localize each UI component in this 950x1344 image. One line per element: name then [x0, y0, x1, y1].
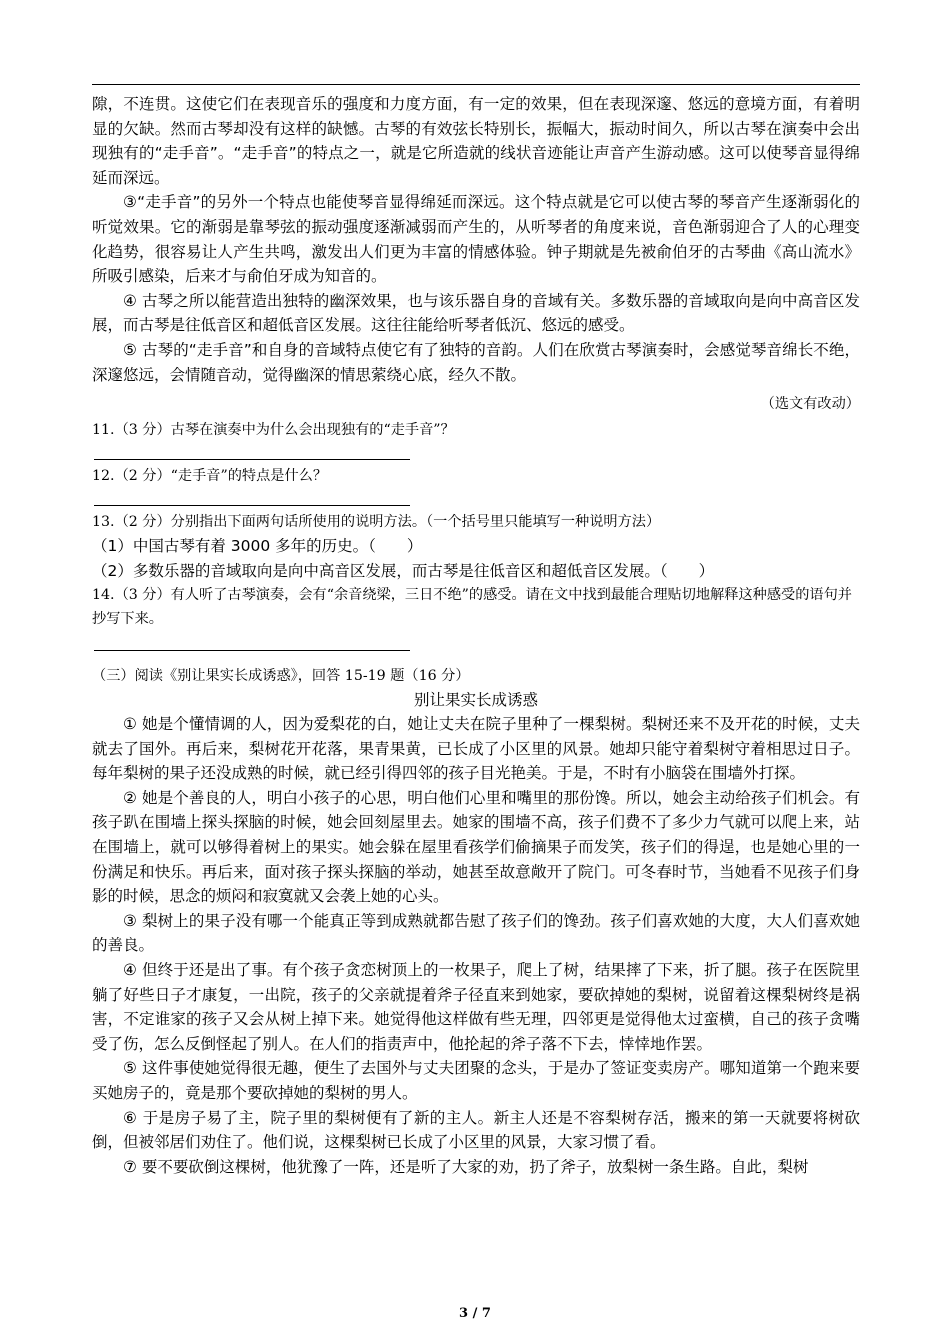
- question-block: [92, 418, 860, 651]
- article-paragraph-6: ⑥ 于是房子易了主，院子里的梨树便有了新的主人。新主人还是不容梨树存活，搬来的第一天就要将树砍倒，但被邻居们劝住了。他们说，这棵梨树已长成了小区里的风景，大家习惯了看。: [92, 1108, 860, 1152]
- question-13-item-2: （2）多数乐器的音域取向是向中高音区发展，而古琴是往低音区和超低音区发展。（ ）: [92, 561, 715, 580]
- article-paragraph-1: ① 她是个懂情调的人，因为爱梨花的白，她让丈夫在院子里种了一棵梨树。梨树还来不及开花的时候，丈夫就去了国外。再后来，梨树花开花落，果青果黄，已长成了小区里的风景。她却只能守着梨树守着相思过日子。每年梨树的果子还没成熟的时候，就已经引得四邻的孩子目光艳美。于是，不时有小脑袋在围墙外打探。: [92, 715, 860, 783]
- paragraph-cont: 隙，不连贯。这使它们在表现音乐的强度和力度方面，有一定的效果，但在表现深邃、悠远的意境方面，有着明显的欠缺。然而古琴却没有这样的缺憾。古琴的有效弦长特别长，振幅大，振动时间久，所以古琴在演奏中会出现独有的“走手音”。“走手音”的特点之一，就是它所造就的线状音迹能让声音产生游动感。这可以使琴音显得绵延而深远。: [92, 95, 860, 187]
- question-12: 12.（2 分）“走手音”的特点是什么？: [92, 468, 328, 484]
- paragraph-3: ③“走手音”的另外一个特点也能使琴音显得绵延而深远。这个特点就是它可以使古琴的琴音产生逐渐弱化的听觉效果。它的渐弱是靠琴弦的振动强度逐渐减弱而产生的，从听琴者的角度来说，音色渐弱迎合了人的心理变化趋势，很容易让人产生共鸣，激发出人们更为丰富的情感体验。钟子期就是先被俞伯牙的古琴曲《高山流水》所吸引感染，后来才与俞伯牙成为知音的。: [92, 193, 860, 286]
- answer-line-14[interactable]: [94, 650, 410, 651]
- passage-continuation: [92, 92, 860, 387]
- paragraph-4: ④ 古琴之所以能营造出独特的幽深效果，也与该乐器自身的音域有关。多数乐器的音域取向是向中高音区发展，而古琴是往低音区和超低音区发展。这往往能给听琴者低沉、悠远的感受。: [92, 291, 860, 335]
- article-paragraph-7: ⑦ 要不要砍倒这棵树，他犹豫了一阵，还是听了大家的劝，扔了斧子，放梨树一条生路。自此，梨树: [123, 1157, 809, 1176]
- article-title: 别让果实长成诱惑: [413, 691, 538, 709]
- question-11: 11.（3 分）古琴在演奏中为什么会出现独有的“走手音”？: [92, 422, 455, 438]
- answer-line-11[interactable]: [94, 459, 410, 460]
- article-paragraph-3: ③ 梨树上的果子没有哪一个能真正等到成熟就都告慰了孩子们的馋劲。孩子们喜欢她的大度，大人们喜欢她的善良。: [92, 911, 860, 955]
- source-note: （选文有改动）: [760, 396, 860, 412]
- header-rule: [92, 84, 860, 85]
- page-number: 3 / 7: [459, 1306, 491, 1321]
- question-14: 14.（3 分）有人听了古琴演奏，会有“余音绕梁，三日不绝”的感受。请在文中找到最能合理贴切地解释这种感受的语句并抄写下来。: [92, 587, 852, 628]
- answer-line-12[interactable]: [94, 505, 410, 506]
- question-13: 13.（2 分）分别指出下面两句话所使用的说明方法。（一个括号里只能填写一种说明方法）: [92, 514, 661, 530]
- paragraph-5: ⑤ 古琴的“走手音”和自身的音域特点使它有了独特的音韵。人们在欣赏古琴演奏时，会感觉琴音绵长不绝，深邃悠远，会情随音动，觉得幽深的情思萦绕心底，经久不散。: [92, 340, 860, 384]
- section-3-heading: （三）阅读《别让果实长成诱惑》，回答 15-19 题（16 分）: [92, 668, 470, 684]
- question-13-item-1: （1）中国古琴有着 3000 多年的历史。（ ）: [92, 537, 423, 555]
- article-paragraph-5: ⑤ 这件事使她觉得很无趣，便生了去国外与丈夫团聚的念头，于是办了签证变卖房产。哪知道第一个跑来要买她房子的，竟是那个要砍掉她的梨树的男人。: [92, 1059, 860, 1102]
- article-paragraph-2: ② 她是个善良的人，明白小孩子的心思，明白他们心里和嘴里的那份馋。所以，她会主动给孩子们机会。有孩子趴在围墙上探头探脑的时候，她会回刻屋里去。她家的围墙不高，孩子们费不了多少力气就可以爬上来，站在围墙上，就可以够得着树上的果实。她会躲在屋里看孩学们偷摘果子而发笑，孩子们的得逞，也是她心里的一份满足和快乐。再后来，面对孩子探头探脑的举动，她甚至故意敞开了院门。可冬春时节，当她看不见孩子们身影的时候，思念的烦闷和寂寞就又会袭上她的心头。: [92, 788, 860, 906]
- article-paragraph-4: ④ 但终于还是出了事。有个孩子贪恋树顶上的一枚果子，爬上了树，结果摔了下来，折了腿。孩子在医院里躺了好些日子才康复，一出院，孩子的父亲就提着斧子径直来到她家，要砍掉她的梨树，说留着这棵梨树终是祸害，不定谁家的孩子又会从树上掉下来。她觉得他这样做有些无理，四邻更是觉得他太过蛮横，自己的孩子贪嘴受了伤，怎么反倒怪起了别人。在人们的指责声中，他抡起的斧子落不下去，悻悻地作罢。: [92, 960, 860, 1053]
- section-3: [92, 664, 860, 1179]
